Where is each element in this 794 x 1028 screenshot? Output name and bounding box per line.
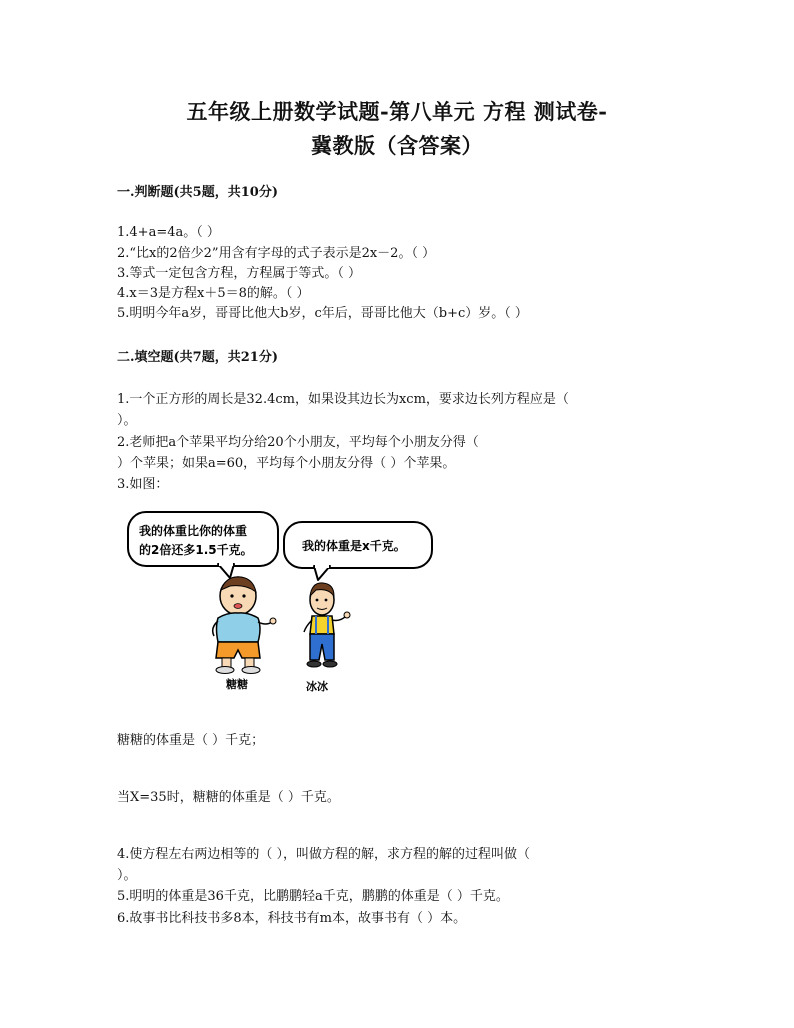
thin-boy-figure (304, 583, 350, 667)
bubble-right-text: 我的体重是x千克。 (302, 539, 406, 553)
fill-item-1-line-1: 1.一个正方形的周长是32.4cm，如果设其边长为xcm，要求边长列方程应是（ (117, 392, 569, 407)
fill-item-3-question-2: 当X=35时，糖糖的体重是（ ）千克。 (117, 790, 340, 805)
bubble-left-line-1: 我的体重比你的体重 (139, 524, 248, 538)
fill-item-5: 5.明明的体重是36千克，比鹏鹏轻a千克，鹏鹏的体重是（ ）千克。 (117, 889, 509, 904)
fill-item-2-line-2: ）个苹果；如果a=60，平均每个小朋友分得（ ）个苹果。 (117, 456, 456, 471)
fill-item-3-label: 3.如图： (117, 477, 169, 492)
bubble-left-line-2: 的2倍还多1.5千克。 (139, 543, 253, 557)
document-title-line-1: 五年级上册数学试题-第八单元 方程 测试卷- (186, 99, 608, 124)
judgment-item-3: 3.等式一定包含方程，方程属于等式。（ ） (117, 266, 362, 281)
judgment-item-2: 2.“比x的2倍少2”用含有字母的式子表示是2x－2。（ ） (117, 246, 436, 261)
judgment-item-4: 4.x＝3是方程x＋5＝8的解。（ ） (117, 286, 310, 301)
fill-item-4-line-1: 4.使方程左右两边相等的（ ），叫做方程的解，求方程的解的过程叫做（ (117, 847, 531, 862)
name-label-left: 糖糖 (226, 678, 248, 691)
judgment-item-1: 1.4+a=4a。（ ） (117, 225, 220, 240)
speech-bubble-right (284, 522, 432, 580)
speech-bubble-left (128, 512, 278, 578)
fill-item-4-line-2: ）。 (117, 868, 137, 883)
section-heading-judgment: 一.判断题(共5题，共10分) (117, 185, 278, 200)
fill-item-1-line-2: ）。 (117, 413, 137, 428)
fill-item-3-question-1: 糖糖的体重是（ ）千克； (117, 733, 265, 748)
fill-item-2-line-1: 2.老师把a个苹果平均分给20个小朋友，平均每个小朋友分得（ (117, 435, 479, 450)
chubby-boy-figure (213, 577, 276, 674)
fill-item-6: 6.故事书比科技书多8本，科技书有m本，故事书有（ ）本。 (117, 911, 467, 926)
judgment-item-5: 5.明明今年a岁，哥哥比他大b岁，c年后，哥哥比他大（b+c）岁。（ ） (117, 306, 528, 321)
name-label-right: 冰冰 (306, 680, 328, 693)
weight-comparison-illustration (118, 508, 448, 698)
section-heading-fill-blank: 二.填空题(共7题，共21分) (117, 350, 278, 365)
document-title-line-2: 冀教版（含答案） (311, 133, 483, 158)
